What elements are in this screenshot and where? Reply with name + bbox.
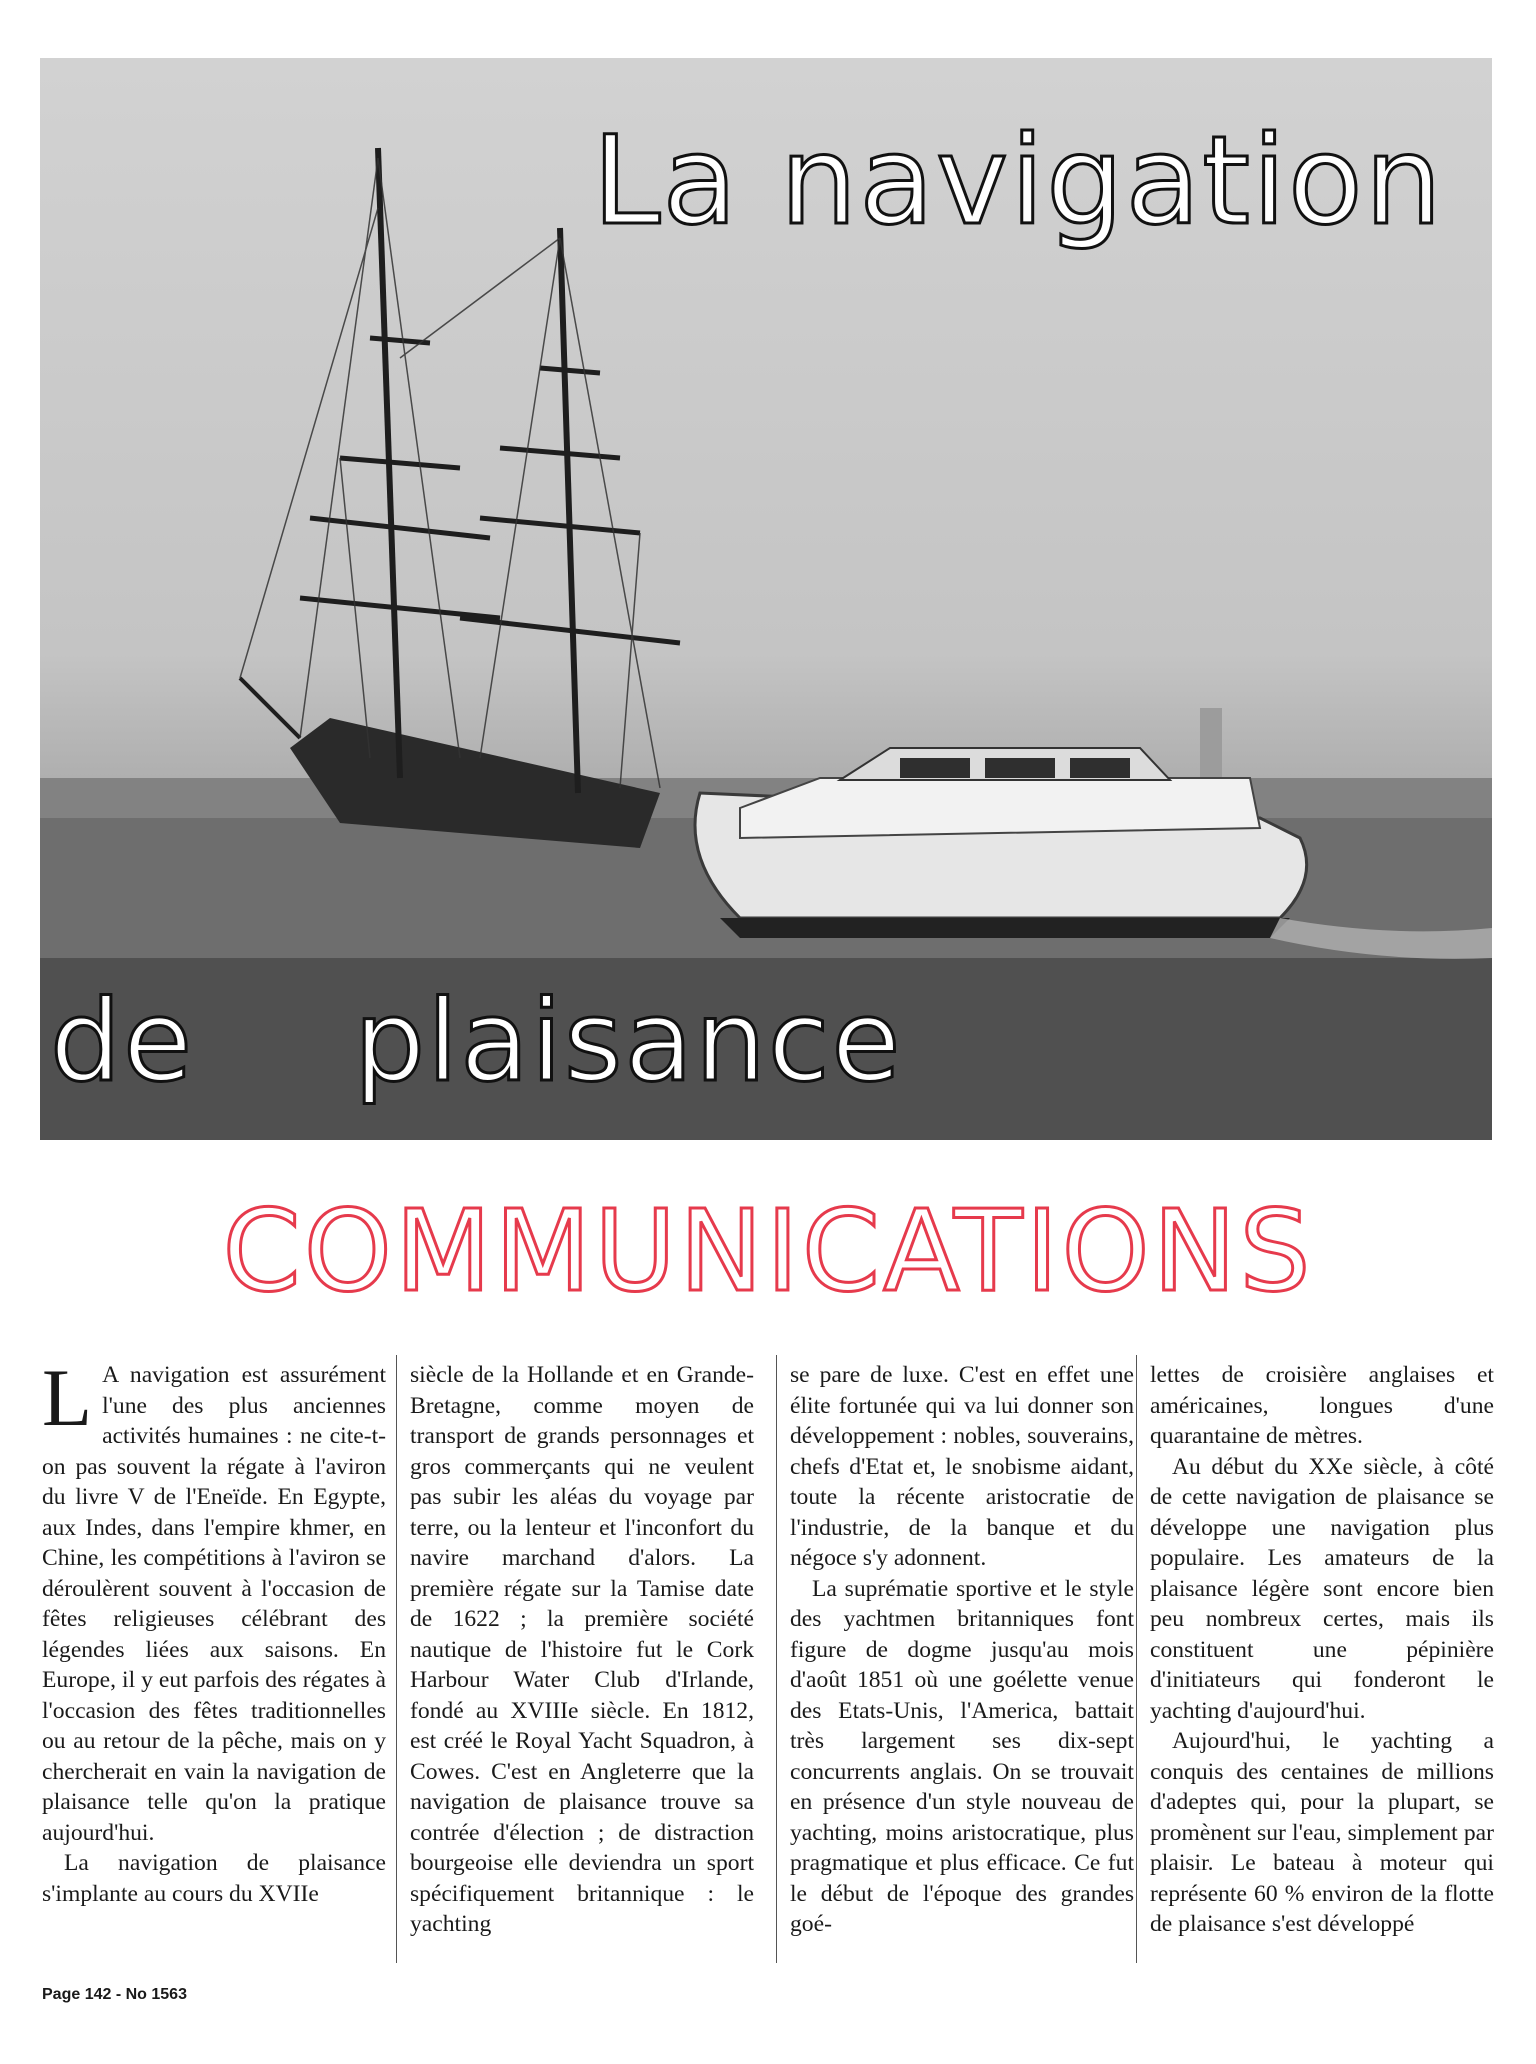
page-folio: Page 142 - No 1563 xyxy=(42,1986,187,2003)
headline-line-1: La navigation xyxy=(592,110,1444,252)
paragraph: se pare de luxe. C'est en effet une élite fortunée qui va lui donner son développement : nobles, souverains, chefs d'Etat et, le snobisme aidant, toute la récente aristocratie de l'industrie, de la banque et du négoce s'y adonnent. xyxy=(790,1362,1134,1571)
hovercraft-body xyxy=(740,778,1260,838)
yards xyxy=(300,338,680,643)
paragraph: La suprématie sportive et le style des yachtmen britanniques font figure de dogme jusqu'au mois d'août 1851 où une goélette venue des Etats-Unis, l'America, battait très largement ses dix-sept concurrents anglais. On se trouvait en présence d'un style nouveau de yachting, moins aristocratique, plus pragmatique et plus efficace. Ce fut le début de l'époque des grandes goé- xyxy=(790,1575,1134,1937)
hero-photo xyxy=(40,58,1492,1140)
paragraph: Au début du XXe siècle, à côté de cette navigation de plaisance se développe une navigation plus populaire. Les amateurs de la plaisance légère sont encore bien peu nombreux certes, mais ils constituent une pépinière d'initiateurs qui fonderont le yachting d'aujourd'hui. xyxy=(1150,1453,1494,1724)
paragraph xyxy=(42,1352,386,1848)
text-column-1 xyxy=(42,1352,386,1909)
paragraph: lettes de croisière anglaises et américaines, longues d'une quarantaine de mètres. xyxy=(1150,1362,1494,1449)
text-column-3 xyxy=(790,1360,1134,1940)
main-mast xyxy=(560,228,578,793)
paragraph: siècle de la Hollande et en Grande-Bretagne, comme moyen de transport de grands personnages et gros commerçants qui ne veulent pas subir les aléas du voyage par terre, ou la lenteur et l'inconfort du navire marchand d'alors. La première régate sur la Tamise date de 1622 ; la première société nautique de l'histoire fut le Cork Harbour Water Club d'Irlande, fondé au XVIIIe siècle. En 1812, est créé le Royal Yacht Squadron, à Cowes. C'est en Angleterre que la navigation de plaisance trouve sa contrée d'élection ; de distraction bourgeoise elle deviendra un sport spécifiquement britannique : le yachting xyxy=(410,1362,754,1937)
paragraph: Aujourd'hui, le yachting a conquis des centaines de millions d'adeptes qui, pour la plupart, se promènent sur l'eau, simplement par plaisir. Le bateau à moteur qui représente 60 % environ de la flotte de plaisance s'est développé xyxy=(1150,1728,1494,1937)
paragraph-text: A navigation est assurément l'une des plus anciennes activités humaines : ne cite-t-on pas souvent la régate à l'aviron du livre V de l'Eneïde. En Egypte, aux Indes, dans l'empire khmer, en Chine, les compétitions à l'aviron se déroulèrent souvent à l'occasion de fêtes religieuses célébrant des légendes liées aux saisons. En Europe, il y eut parfois des régates à l'occasion des fêtes traditionnelles ou au retour de la pêche, mais on y chercherait en vain la navigation de plaisance telle qu'on la pratique aujourd'hui. xyxy=(42,1362,386,1846)
text-column-4 xyxy=(1150,1360,1494,1940)
headline-line-2-plaisance: plaisance xyxy=(354,977,903,1107)
drop-cap: L xyxy=(42,1352,93,1443)
paragraph: La navigation de plaisance s'implante au cours du XVIIe xyxy=(42,1850,386,1907)
column-rule xyxy=(396,1355,397,1963)
text-column-2 xyxy=(410,1360,754,1940)
column-rule xyxy=(776,1355,777,1963)
column-rule xyxy=(1136,1355,1137,1963)
section-heading: COMMUNICATIONS xyxy=(222,1187,1314,1317)
headline-line-2-de: de xyxy=(50,977,194,1107)
